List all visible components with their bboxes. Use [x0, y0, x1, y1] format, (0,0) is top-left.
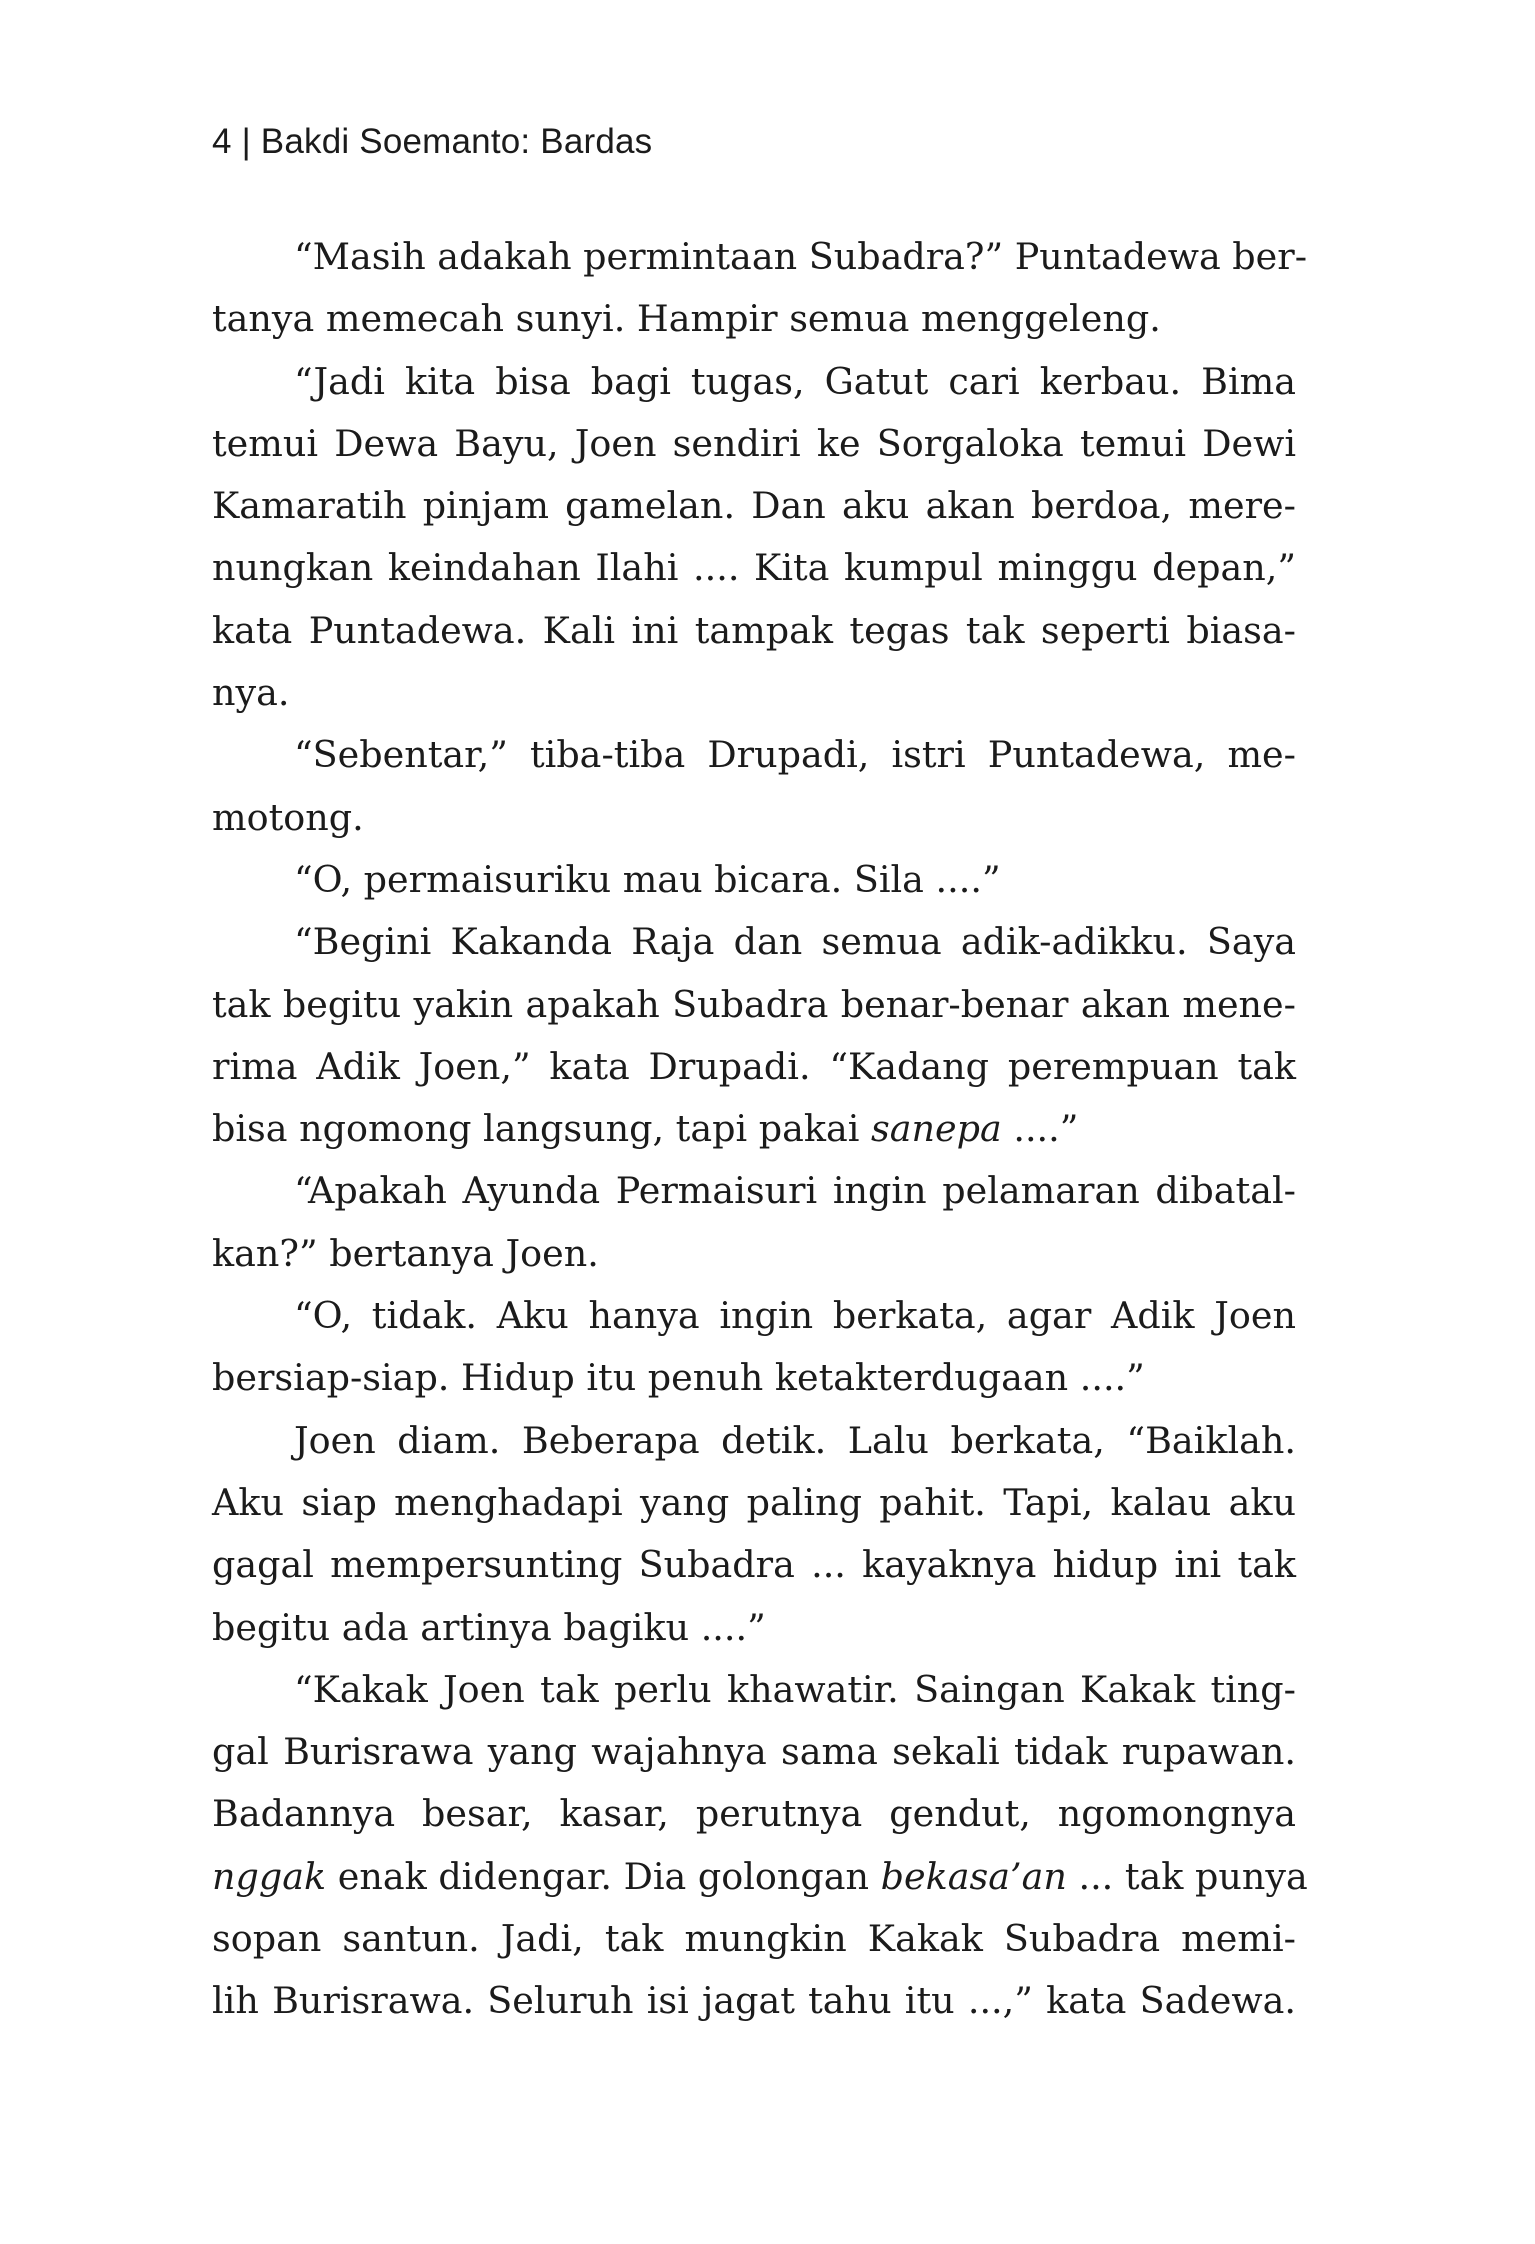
text-line: [212, 1098, 1296, 1160]
text-segment: “Kakak Joen tak perlu khawatir. Saingan Kakak ting-: [294, 1667, 1296, 1711]
text-segment: Aku siap menghadapi yang paling pahit. Tapi, kalau aku: [212, 1480, 1296, 1524]
text-segment: ....”: [1001, 1107, 1079, 1151]
text-line: [212, 1472, 1296, 1534]
text-segment: kata Puntadewa. Kali ini tampak tegas tak seperti biasa-: [212, 608, 1296, 652]
text-line: [212, 1721, 1296, 1783]
text-line: [212, 600, 1296, 662]
text-segment: tanya memecah sunyi. Hampir semua menggeleng.: [212, 297, 1161, 341]
text-line: [212, 974, 1296, 1036]
text-segment: bisa ngomong langsung, tapi pakai: [212, 1107, 872, 1151]
text-segment: Kamaratih pinjam gamelan. Dan aku akan berdoa, mere-: [212, 484, 1296, 528]
text-line: [212, 1223, 1296, 1285]
italic-term: bekasa’an: [880, 1854, 1067, 1898]
text-segment: gagal mempersunting Subadra ... kayaknya hidup ini tak: [212, 1543, 1296, 1587]
text-segment: “Begini Kakanda Raja dan semua adik-adikku. Saya: [294, 920, 1296, 964]
text-segment: “Apakah Ayunda Permaisuri ingin pelamaran dibatal-: [294, 1169, 1296, 1213]
text-line: [212, 1846, 1308, 1908]
italic-term: nggak: [212, 1854, 327, 1898]
text-line: [212, 1160, 1296, 1222]
text-line: [212, 413, 1296, 475]
text-line: [212, 351, 1296, 413]
text-line: [212, 724, 1296, 786]
text-segment: begitu ada artinya bagiku ....”: [212, 1605, 766, 1649]
text-segment: gal Burisrawa yang wajahnya sama sekali tidak rupawan.: [212, 1730, 1296, 1774]
text-segment: nungkan keindahan Ilahi .... Kita kumpul minggu depan,”: [212, 546, 1296, 590]
text-segment: “O, permaisuriku mau bicara. Sila ....”: [294, 857, 1001, 901]
text-line: [212, 1410, 1296, 1472]
text-line: [212, 1534, 1296, 1596]
text-line: [212, 1597, 1296, 1659]
text-segment: “Sebentar,” tiba-tiba Drupadi, istri Puntadewa, me-: [294, 733, 1296, 777]
text-segment: bersiap-siap. Hidup itu penuh ketakterdugaan ....”: [212, 1356, 1145, 1400]
text-segment: nya.: [212, 671, 290, 715]
text-segment: temui Dewa Bayu, Joen sendiri ke Sorgaloka temui Dewi: [212, 421, 1296, 465]
text-segment: lih Burisrawa. Seluruh isi jagat tahu itu ...,” kata Sadewa.: [212, 1979, 1296, 2023]
text-line: [212, 537, 1296, 599]
body-text: [212, 226, 1308, 2033]
text-line: [212, 1285, 1296, 1347]
text-segment: “Masih adakah permintaan Subadra?” Puntadewa ber-: [294, 235, 1308, 278]
text-segment: rima Adik Joen,” kata Drupadi. “Kadang perempuan tak: [212, 1044, 1296, 1088]
text-line: [212, 1036, 1296, 1098]
text-segment: kan?” bertanya Joen.: [212, 1231, 599, 1275]
text-line: [212, 1970, 1296, 2032]
text-line: [212, 226, 1308, 288]
text-segment: “Jadi kita bisa bagi tugas, Gatut cari kerbau. Bima: [294, 359, 1296, 403]
text-line: [212, 475, 1296, 537]
text-line: [212, 1347, 1296, 1409]
text-segment: ... tak punya: [1066, 1854, 1308, 1898]
text-segment: motong.: [212, 795, 364, 839]
text-segment: Joen diam. Beberapa detik. Lalu berkata, “Baiklah.: [294, 1418, 1296, 1462]
text-line: [212, 288, 1296, 350]
text-segment: enak didengar. Dia golongan: [326, 1854, 881, 1898]
text-segment: sopan santun. Jadi, tak mungkin Kakak Subadra memi-: [212, 1917, 1296, 1961]
text-line: [212, 1659, 1296, 1721]
text-line: [212, 911, 1296, 973]
text-line: [212, 1908, 1296, 1970]
text-line: [212, 1783, 1296, 1845]
text-line: [212, 787, 1296, 849]
running-head: 4 | Bakdi Soemanto: Bardas: [212, 122, 653, 161]
text-line: [212, 662, 1296, 724]
text-segment: Badannya besar, kasar, perutnya gendut, ngomongnya: [212, 1792, 1296, 1836]
text-line: [212, 849, 1296, 911]
text-segment: “O, tidak. Aku hanya ingin berkata, agar Adik Joen: [294, 1294, 1296, 1338]
italic-term: sanepa: [871, 1107, 1002, 1151]
text-segment: tak begitu yakin apakah Subadra benar-benar akan mene-: [212, 982, 1296, 1026]
